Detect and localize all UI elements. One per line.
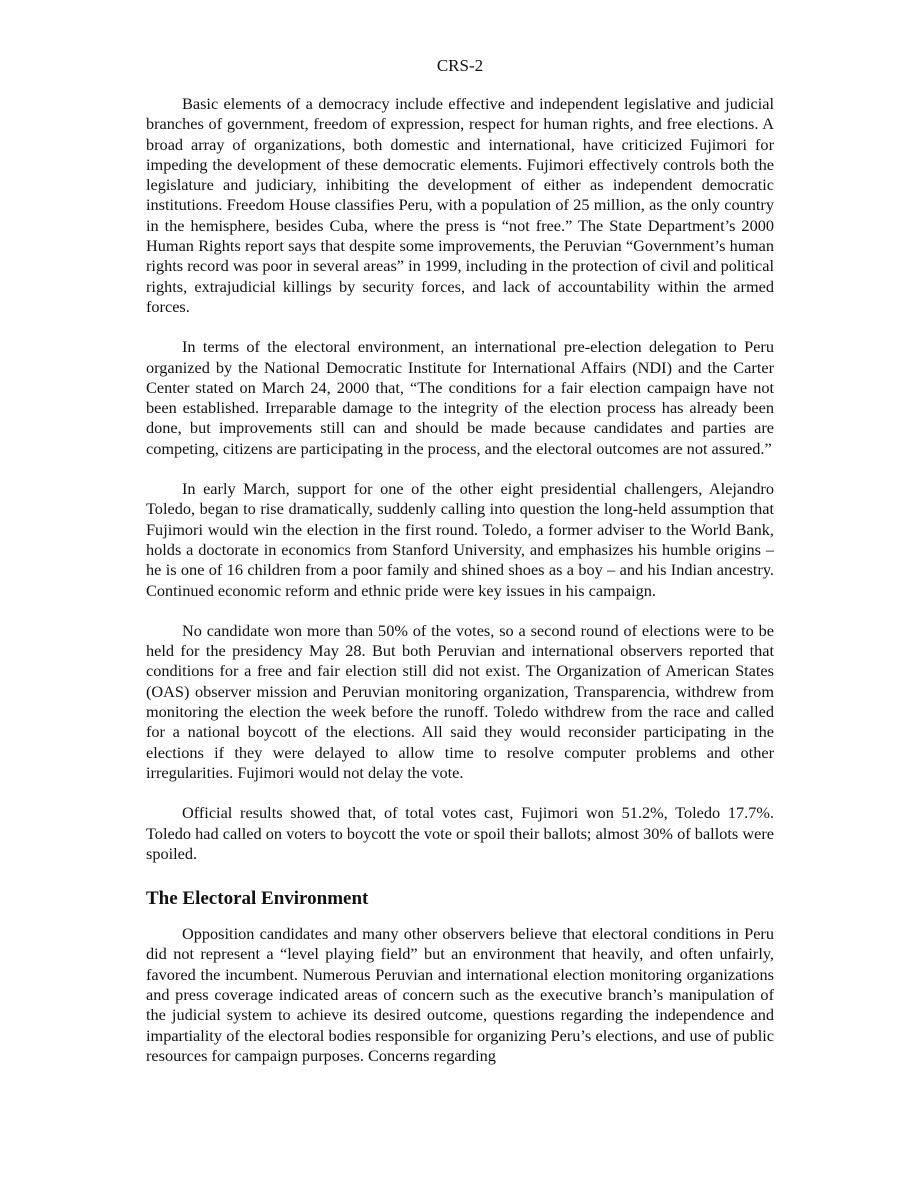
paragraph-opposition-concerns: Opposition candidates and many other observers believe that electoral conditions in Peru did not represent a “level playing field” but an environment that heavily, and often unfairly, favored the incumbent. Numerous Peruvian and international election monitoring organizations and press coverage indicated areas of concern such as the executive branch’s manipulation of the judicial system to achieve its desired outcome, questions regarding the independence and impartiality of the electoral bodies responsible for organizing Peru’s elections, and use of public resources for campaign purposes. Concerns regarding — [146, 924, 774, 1065]
body-text — [146, 94, 774, 1086]
page-label: CRS-2 — [436, 56, 484, 75]
paragraph-democracy-elements: Basic elements of a democracy include effective and independent legislative and judicial branches of government, freedom of expression, respect for human rights, and free elections. A broad array of organizations, both domestic and international, have criticized Fujimori for impeding the development of these democratic elements. Fujimori effectively controls both the legislature and judiciary, inhibiting the development of either as independent democratic institutions. Freedom House classifies Peru, with a population of 25 million, as the only country in the hemisphere, besides Cuba, where the press is “not free.” The State Department’s 2000 Human Rights report says that despite some improvements, the Peruvian “Government’s human rights record was poor in several areas” in 1999, including in the protection of civil and political rights, extrajudicial killings by security forces, and lack of accountability within the armed forces. — [146, 94, 774, 316]
paragraph-electoral-environment-ndi: In terms of the electoral environment, an international pre-election delegation to Peru organized by the National Democratic Institute for International Affairs (NDI) and the Carter Center stated on March 24, 2000 that, “The conditions for a fair election campaign have not been established. Irreparable damage to the integrity of the election process has already been done, but improvements still can and should be made because candidates and parties are competing, citizens are participating in the process, and the electoral outcomes are not assured.” — [146, 337, 774, 458]
paragraph-official-results: Official results showed that, of total votes cast, Fujimori won 51.2%, Toledo 17.7%. Toledo had called on voters to boycott the vote or spoil their ballots; almost 30% of ballots were spoiled. — [146, 803, 774, 863]
section-heading: The Electoral Environment — [146, 888, 369, 910]
paragraph-second-round: No candidate won more than 50% of the votes, so a second round of elections were to be held for the presidency May 28. But both Peruvian and international observers reported that conditions for a free and fair election still did not exist. The Organization of American States (OAS) observer mission and Peruvian monitoring organization, Transparencia, withdrew from monitoring the election the week before the runoff. Toledo withdrew from the race and called for a national boycott of the elections. All said they would reconsider participating in the elections if they were delayed to allow time to resolve computer problems and other irregularities. Fujimori would not delay the vote. — [146, 620, 774, 782]
paragraph-toledo-rise: In early March, support for one of the other eight presidential challengers, Alejandro Toledo, began to rise dramatically, suddenly calling into question the long-held assumption that Fujimori would win the election in the first round. Toledo, a former adviser to the World Bank, holds a doctorate in economics from Stanford University, and emphasizes his humble origins – he is one of 16 children from a poor family and shined shoes as a boy – and his Indian ancestry. Continued economic reform and ethnic pride were key issues in his campaign. — [146, 479, 774, 600]
